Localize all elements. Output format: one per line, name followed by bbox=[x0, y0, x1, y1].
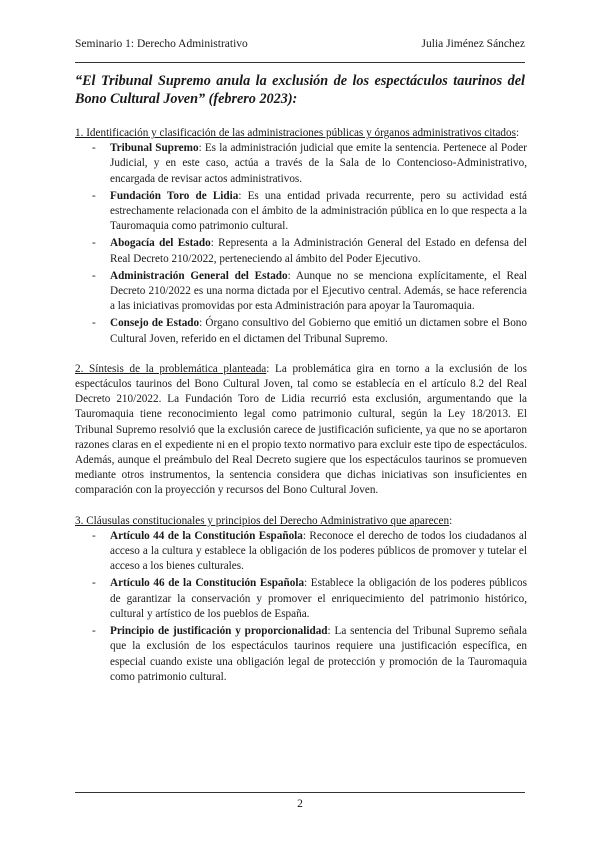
bullet-mark: - bbox=[92, 625, 96, 638]
item-text: : La sentencia del Tribunal Supremo señala que la exclusión de los espectáculos taurinos requiere una justificación específica, en especial cuando existe una obligación legal de protección y promoción de la Tauromaquia como patrimonio cultural. bbox=[110, 625, 527, 683]
bullet-mark: - bbox=[92, 142, 96, 155]
section-3-list bbox=[75, 529, 527, 685]
bullet-mark: - bbox=[92, 317, 96, 330]
section-1-heading-colon: : bbox=[515, 127, 520, 139]
item-text: : Representa a la Administración General del Estado en defensa del Real Decreto 210/2022, perteneciendo al ámbito del Poder Ejecutivo. bbox=[110, 237, 527, 265]
list-item bbox=[75, 189, 527, 235]
item-term: Tribunal Supremo bbox=[110, 142, 199, 155]
bullet-mark: - bbox=[92, 237, 96, 250]
section-2-text: : La problemática gira en torno a la exclusión de los espectáculos taurinos del Bono Cultural Joven, tal como se establecía en el artículo 8.2 del Real Decreto 210/2022. La Fundación Toro de Lidia recurrió esta exclusión, argumentando que la Tauromaquia tiene reconocimiento legal como patrimonio cultural, según la Ley 18/2013. El Tribunal Supremo resolvió que la exclusión carece de justificación suficiente, ya que no se aportaron razones claras en el expediente ni en el propio texto normativo para excluir este tipo de espectáculos. Además, aunque el preámbulo del Real Decreto sugiere que los espectáculos taurinos se promueven mediante otros instrumentos, la sentencia considera que dichas iniciativas son insuficientes en comparación con la proyección y recursos del Bono Cultural Joven. bbox=[75, 362, 528, 497]
section-2-paragraph bbox=[75, 362, 527, 499]
document-body bbox=[75, 126, 527, 700]
section-3-heading-text: 3. Cláusulas constitucionales y principios del Derecho Administrativo que aparecen bbox=[75, 514, 450, 527]
item-text: : Aunque no se menciona explícitamente, el Real Decreto 210/2022 es una norma dictada por el Ejecutivo central. Además, se hace referencia a las iniciativas promovidas por esta Administración para apoyar la Tauromaquia. bbox=[110, 269, 527, 313]
header-rule bbox=[75, 62, 525, 63]
list-item bbox=[75, 236, 527, 266]
list-item bbox=[75, 624, 527, 685]
bullet-mark: - bbox=[92, 189, 96, 202]
list-item bbox=[75, 576, 527, 622]
section-1-heading-text: 1. Identificación y clasificación de las administraciones públicas y órganos administrativos citados bbox=[75, 127, 516, 139]
section-2-heading: 2. Síntesis de la problemática planteada bbox=[75, 362, 267, 375]
item-text: : Es la administración judicial que emite la sentencia. Pertenece al Poder Judicial, y en este caso, actúa a través de la Sala de lo Contencioso-Administrativo, encargada de revisar actos administrativos. bbox=[110, 142, 527, 185]
section-3-heading-colon: : bbox=[449, 514, 453, 527]
header-author: Julia Jiménez Sánchez bbox=[421, 38, 525, 50]
document-title: “El Tribunal Supremo anula la exclusión de los espectáculos taurinos del Bono Cultural Joven” (febrero 2023): bbox=[75, 73, 525, 107]
bullet-mark: - bbox=[92, 529, 96, 542]
bullet-mark: - bbox=[92, 577, 96, 590]
item-term: Artículo 46 de la Constitución Española bbox=[110, 577, 305, 590]
bullet-mark: - bbox=[92, 269, 96, 282]
page-header bbox=[75, 38, 525, 50]
item-term: Artículo 44 de la Constitución Española bbox=[110, 529, 303, 542]
item-text: : Establece la obligación de los poderes públicos de garantizar la conservación y promover el enriquecimiento del patrimonio histórico, cultural y artístico de los pueblos de España. bbox=[110, 577, 527, 620]
item-term: Fundación Toro de Lidia bbox=[110, 189, 239, 202]
list-item bbox=[75, 141, 527, 187]
page-number: 2 bbox=[297, 798, 303, 810]
item-term: Administración General del Estado bbox=[110, 269, 288, 282]
item-text: : Es una entidad privada recurrente, pero su actividad está estrechamente relacionada con el ámbito de la administración pública en lo que respecta a la Tauromaquia como patrimonio cultural. bbox=[110, 189, 527, 233]
item-term: Consejo de Estado bbox=[110, 317, 200, 330]
section-1-heading bbox=[75, 126, 527, 141]
item-term: Abogacía del Estado bbox=[110, 237, 211, 250]
item-text: : Órgano consultivo del Gobierno que emitió un dictamen sobre el Bono Cultural Joven, referido en el dictamen del Tribunal Supremo. bbox=[110, 317, 527, 345]
list-item bbox=[75, 269, 527, 315]
section-1-list bbox=[75, 141, 527, 347]
footer-rule bbox=[75, 792, 525, 793]
item-term: Principio de justificación y proporcionalidad bbox=[110, 625, 328, 638]
header-course: Seminario 1: Derecho Administrativo bbox=[75, 38, 248, 50]
item-text: : Reconoce el derecho de todos los ciudadanos al acceso a la cultura y establece la obligación de los poderes públicos de promover y tutelar el acceso a los bienes culturales. bbox=[110, 529, 527, 573]
list-item bbox=[75, 529, 527, 575]
list-item bbox=[75, 316, 527, 346]
section-3-heading bbox=[75, 514, 527, 529]
